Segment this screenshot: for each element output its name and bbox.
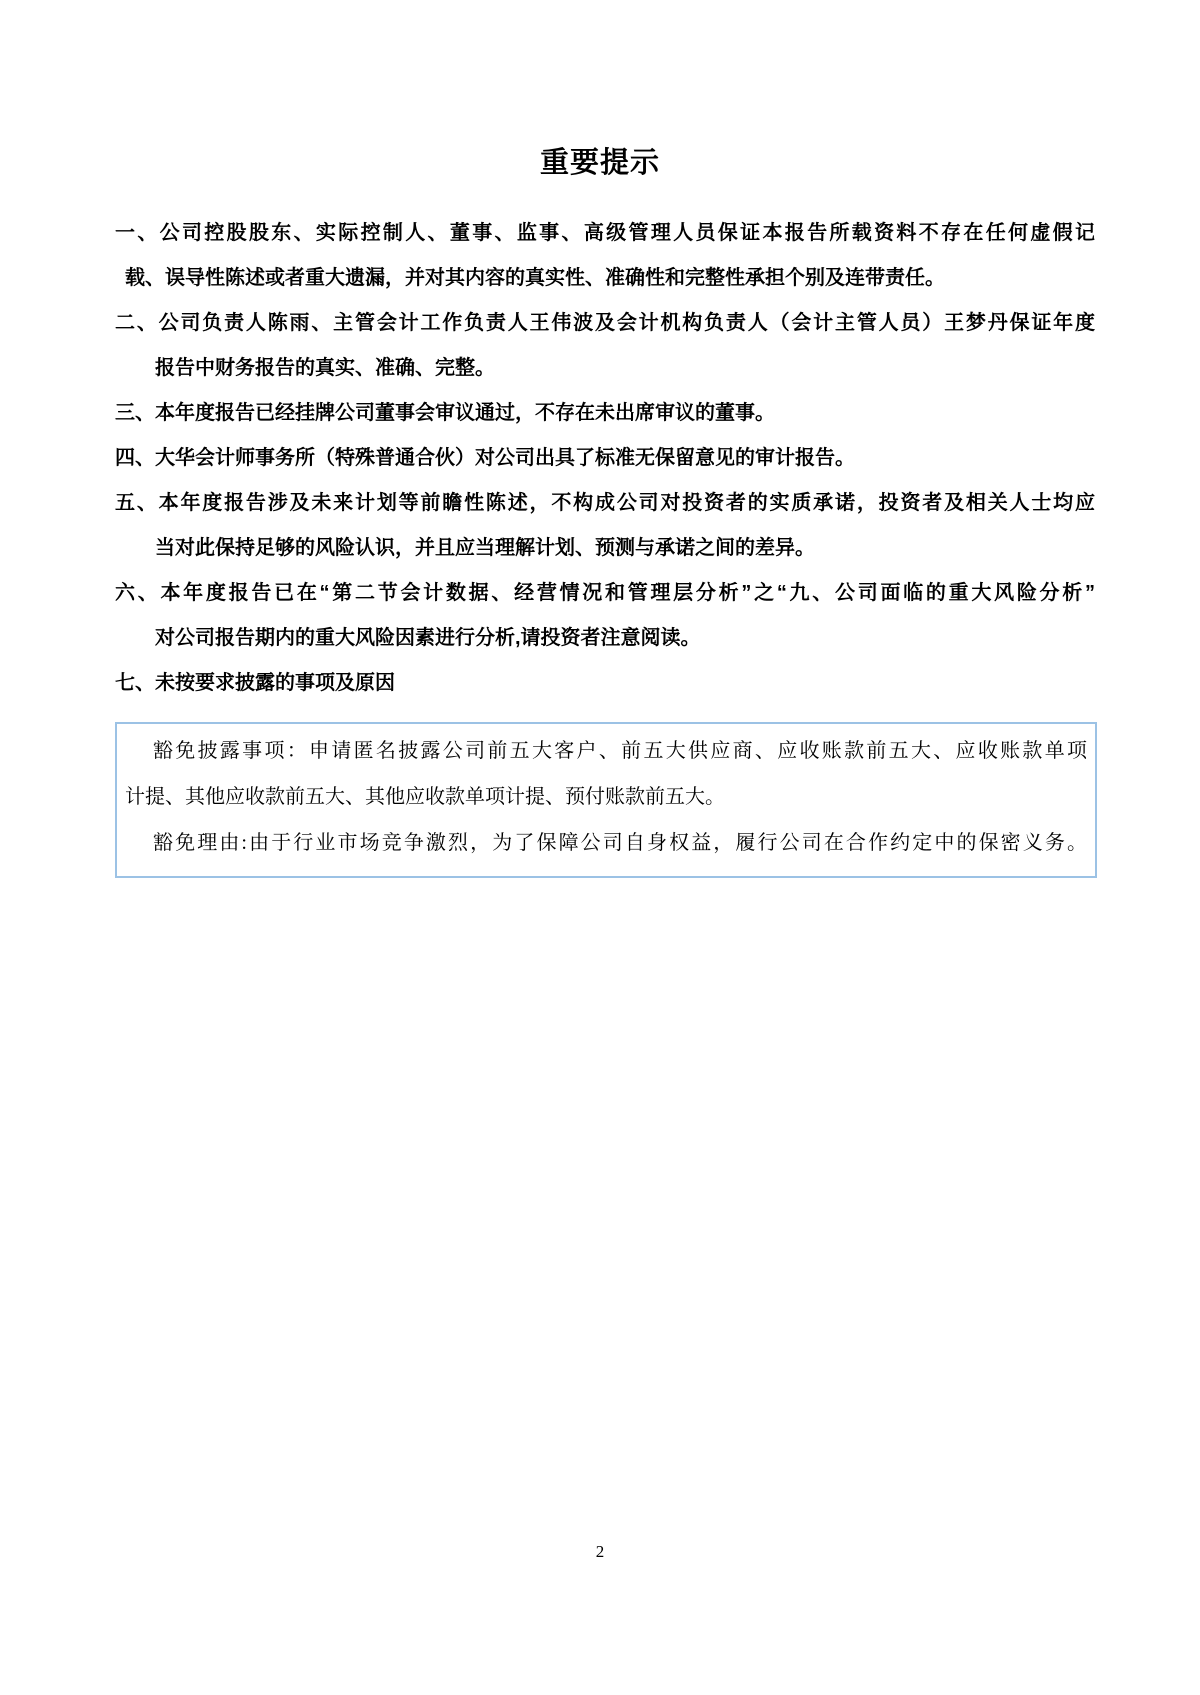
- notice-item-2-line-1: 二、公司负责人陈雨、主管会计工作负责人王伟波及会计机构负责人（会计主管人员）王梦丹保证年度: [115, 312, 1095, 334]
- exemption-items-line-2: 计提、其他应收款前五大、其他应收款单项计提、预付账款前五大。: [125, 786, 725, 808]
- notice-item-6-line-2: 对公司报告期内的重大风险因素进行分析,请投资者注意阅读。: [155, 627, 701, 649]
- notice-item-6-line-1: 六、本年度报告已在“第二节会计数据、经营情况和管理层分析”之“九、公司面临的重大风险分析”: [115, 582, 1095, 604]
- notice-item-5-line-1: 五、本年度报告涉及未来计划等前瞻性陈述，不构成公司对投资者的实质承诺，投资者及相关人士均应: [115, 492, 1095, 514]
- exemption-disclosure-box: [115, 722, 1097, 878]
- notice-item-5-line-2: 当对此保持足够的风险认识，并且应当理解计划、预测与承诺之间的差异。: [155, 537, 815, 559]
- notice-list: [115, 211, 1095, 878]
- notice-item-4-line-1: 四、大华会计师事务所（特殊普通合伙）对公司出具了标准无保留意见的审计报告。: [115, 447, 855, 469]
- exemption-items-line-1: 豁免披露事项：申请匿名披露公司前五大客户、前五大供应商、应收账款前五大、应收账款单项: [153, 740, 1087, 762]
- notice-item-1-line-1: 一、公司控股股东、实际控制人、董事、监事、高级管理人员保证本报告所载资料不存在任何虚假记: [115, 222, 1095, 244]
- notice-item-3-line-1: 三、本年度报告已经挂牌公司董事会审议通过，不存在未出席审议的董事。: [115, 402, 775, 424]
- exemption-reason-line-1: 豁免理由:由于行业市场竞争激烈，为了保障公司自身权益，履行公司在合作约定中的保密义务。: [153, 832, 1087, 854]
- notice-item-2-line-2: 报告中财务报告的真实、准确、完整。: [155, 357, 495, 379]
- notice-item-1-line-2: 载、误导性陈述或者重大遗漏，并对其内容的真实性、准确性和完整性承担个别及连带责任。: [125, 267, 945, 289]
- page-title: 重要提示: [539, 147, 660, 179]
- page-number: 2: [595, 1542, 605, 1561]
- notice-item-7-line-1: 七、未按要求披露的事项及原因: [115, 672, 395, 694]
